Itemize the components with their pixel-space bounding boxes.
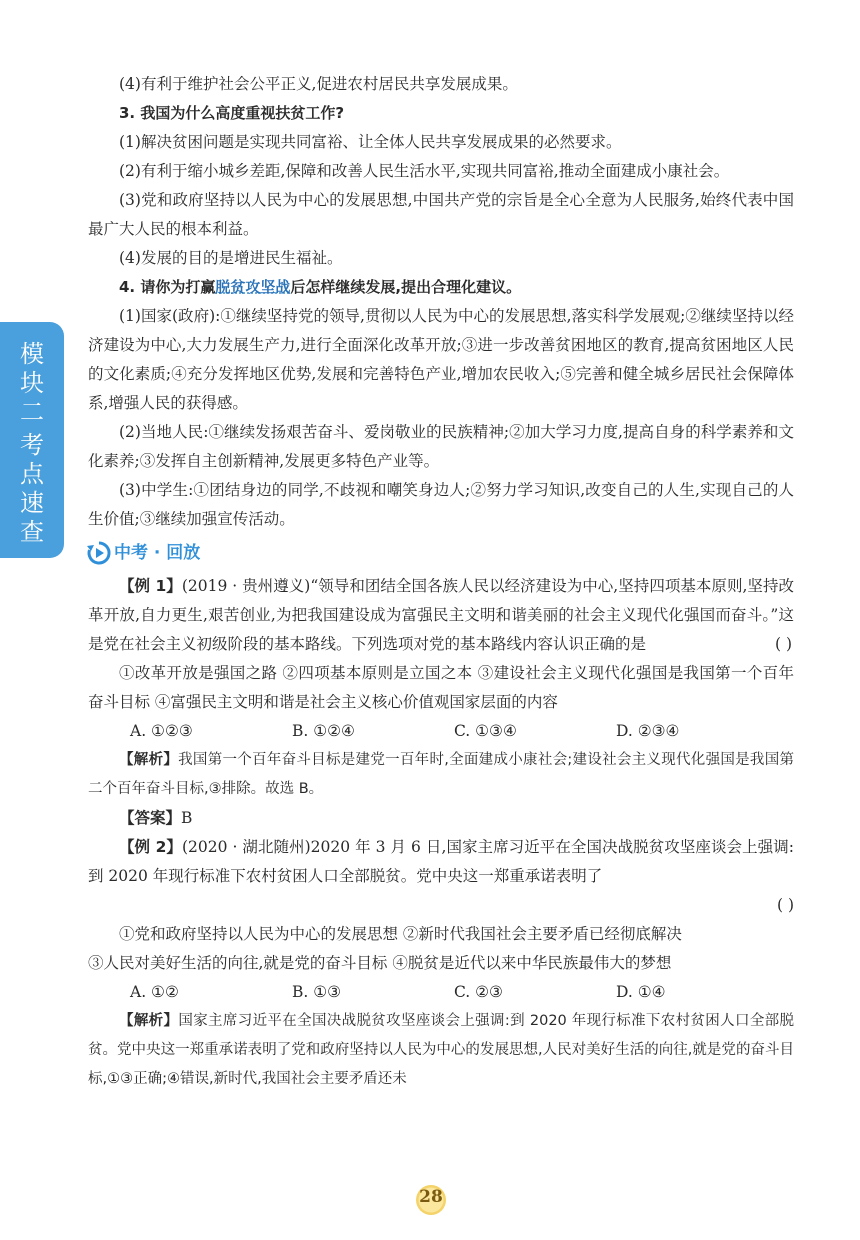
side-char: 点: [20, 460, 44, 488]
option: D. ②③④: [616, 722, 680, 740]
option: B. ①②④: [292, 722, 355, 740]
example-2-items: ①党和政府坚持以人民为中心的发展思想 ②新时代我国社会主要矛盾已经彻底解决: [119, 925, 682, 943]
section-header: [86, 536, 794, 570]
side-tab-label: [16, 340, 48, 547]
paragraph: (4)发展的目的是增进民生福祉。: [119, 249, 343, 267]
paragraph: (1)国家(政府):①继续坚持党的领导,贯彻以人民为中心的发展思想,落实科学发展观;②继续坚持以经济建设为中心,大力发展生产力,进行全面深化改革开放;③进一步改善贫困地区的教育,提高贫困地区人民的文化素质;④充分发挥地区优势,发展和完善特色产业,增加农民收入;⑤完善和健全城乡居民社会保障体系,增强人民的获得感。: [88, 307, 794, 412]
option: D. ①④: [616, 983, 666, 1001]
paragraph: (3)党和政府坚持以人民为中心的发展思想,中国共产党的宗旨是全心全意为人民服务,始终代表中国最广大人民的根本利益。: [88, 191, 794, 238]
page-body: [88, 70, 794, 1094]
analysis-label: 【解析】: [119, 752, 179, 768]
replay-icon: [86, 540, 112, 566]
options-row: [88, 717, 794, 746]
example-1-items: ①改革开放是强国之路 ②四项基本原则是立国之本 ③建设社会主义现代化强国是我国第一个百年奋斗目标 ④富强民主文明和谐是社会主义核心价值观国家层面的内容: [88, 664, 794, 711]
analysis-text: 我国第一个百年奋斗目标是建党一百年时,全面建成小康社会;建设社会主义现代化强国是我国第二个百年奋斗目标,③排除。故选 B。: [88, 752, 795, 797]
glossary-link[interactable]: 脱贫攻坚战: [215, 278, 291, 296]
example-2-stem: [88, 833, 794, 891]
side-char: 查: [20, 518, 44, 546]
question-4-pre: 4. 请你为打赢: [119, 278, 216, 296]
paragraph: (4)有利于维护社会公平正义,促进农村居民共享发展成果。: [119, 75, 518, 93]
answer-paren: ( ): [776, 896, 794, 914]
option: C. ①③④: [454, 722, 517, 740]
example-2-items: ③人民对美好生活的向往,就是党的奋斗目标 ④脱贫是近代以来中华民族最伟大的梦想: [88, 954, 672, 972]
options-row: [88, 978, 794, 1007]
analysis: [88, 746, 794, 804]
option: A. ①②: [130, 983, 179, 1001]
example-label: 【例 2】: [119, 838, 182, 856]
question-4: [88, 273, 794, 302]
stem-text: (2019 · 贵州遵义)“领导和团结全国各族人民以经济建设为中心,坚持四项基本原则,坚持改革开放,自力更生,艰苦创业,为把我国建设成为富强民主文明和谐美丽的社会主义现代化强国而奋斗。”这是党在社会主义初级阶段的基本路线。下列选项对党的基本路线内容认识正确的是: [88, 577, 794, 653]
answer-paren: ( ): [774, 635, 792, 653]
paragraph: (1)解决贫困问题是实现共同富裕、让全体人民共享发展成果的必然要求。: [119, 133, 622, 151]
analysis: [88, 1007, 794, 1094]
side-char: 模: [20, 340, 44, 368]
option: C. ②③: [454, 983, 503, 1001]
paragraph: (2)当地人民:①继续发扬艰苦奋斗、爱岗敬业的民族精神;②加大学习力度,提高自身的科学素养和文化素养;③发挥自主创新精神,发展更多特色产业等。: [88, 423, 794, 470]
section-title: 中考 · 回放: [114, 542, 201, 563]
stem-text: (2020 · 湖北随州)2020 年 3 月 6 日,国家主席习近平在全国决战脱贫攻坚座谈会上强调:到 2020 年现行标准下农村贫困人口全部脱贫。党中央这一郑重承诺表明了: [88, 838, 794, 885]
question-3: 3. 我国为什么高度重视扶贫工作?: [119, 104, 345, 122]
option: A. ①②③: [130, 722, 193, 740]
example-label: 【例 1】: [119, 577, 182, 595]
answer-text: B: [181, 809, 193, 827]
paragraph: (3)中学生:①团结身边的同学,不歧视和嘲笑身边人;②努力学习知识,改变自己的人生,实现自己的人生价值;③继续加强宣传活动。: [88, 481, 794, 528]
example-1-stem: [88, 572, 794, 659]
side-char: 速: [20, 489, 44, 517]
answer: [88, 804, 794, 833]
page-number-badge: [413, 1182, 449, 1218]
side-char: 块: [20, 369, 44, 397]
answer-label: 【答案】: [119, 809, 182, 827]
page-number: 28: [419, 1187, 443, 1207]
paragraph: (2)有利于缩小城乡差距,保障和改善人民生活水平,实现共同富裕,推动全面建成小康社会。: [119, 162, 730, 180]
analysis-label: 【解析】: [119, 1013, 179, 1029]
option: B. ①③: [292, 983, 342, 1001]
analysis-text: 国家主席习近平在全国决战脱贫攻坚座谈会上强调:到 2020 年现行标准下农村贫困人口全部脱贫。党中央这一郑重承诺表明了党和政府坚持以人民为中心的发展思想,人民对美好生活的向往,就是党的奋斗目标,①③正确;④错误,新时代,我国社会主要矛盾还未: [88, 1013, 794, 1087]
answer-paren-line: [88, 891, 794, 920]
question-4-post: 后怎样继续发展,提出合理化建议。: [290, 278, 522, 296]
side-char: 考: [20, 431, 44, 459]
side-char: 二: [20, 398, 44, 426]
